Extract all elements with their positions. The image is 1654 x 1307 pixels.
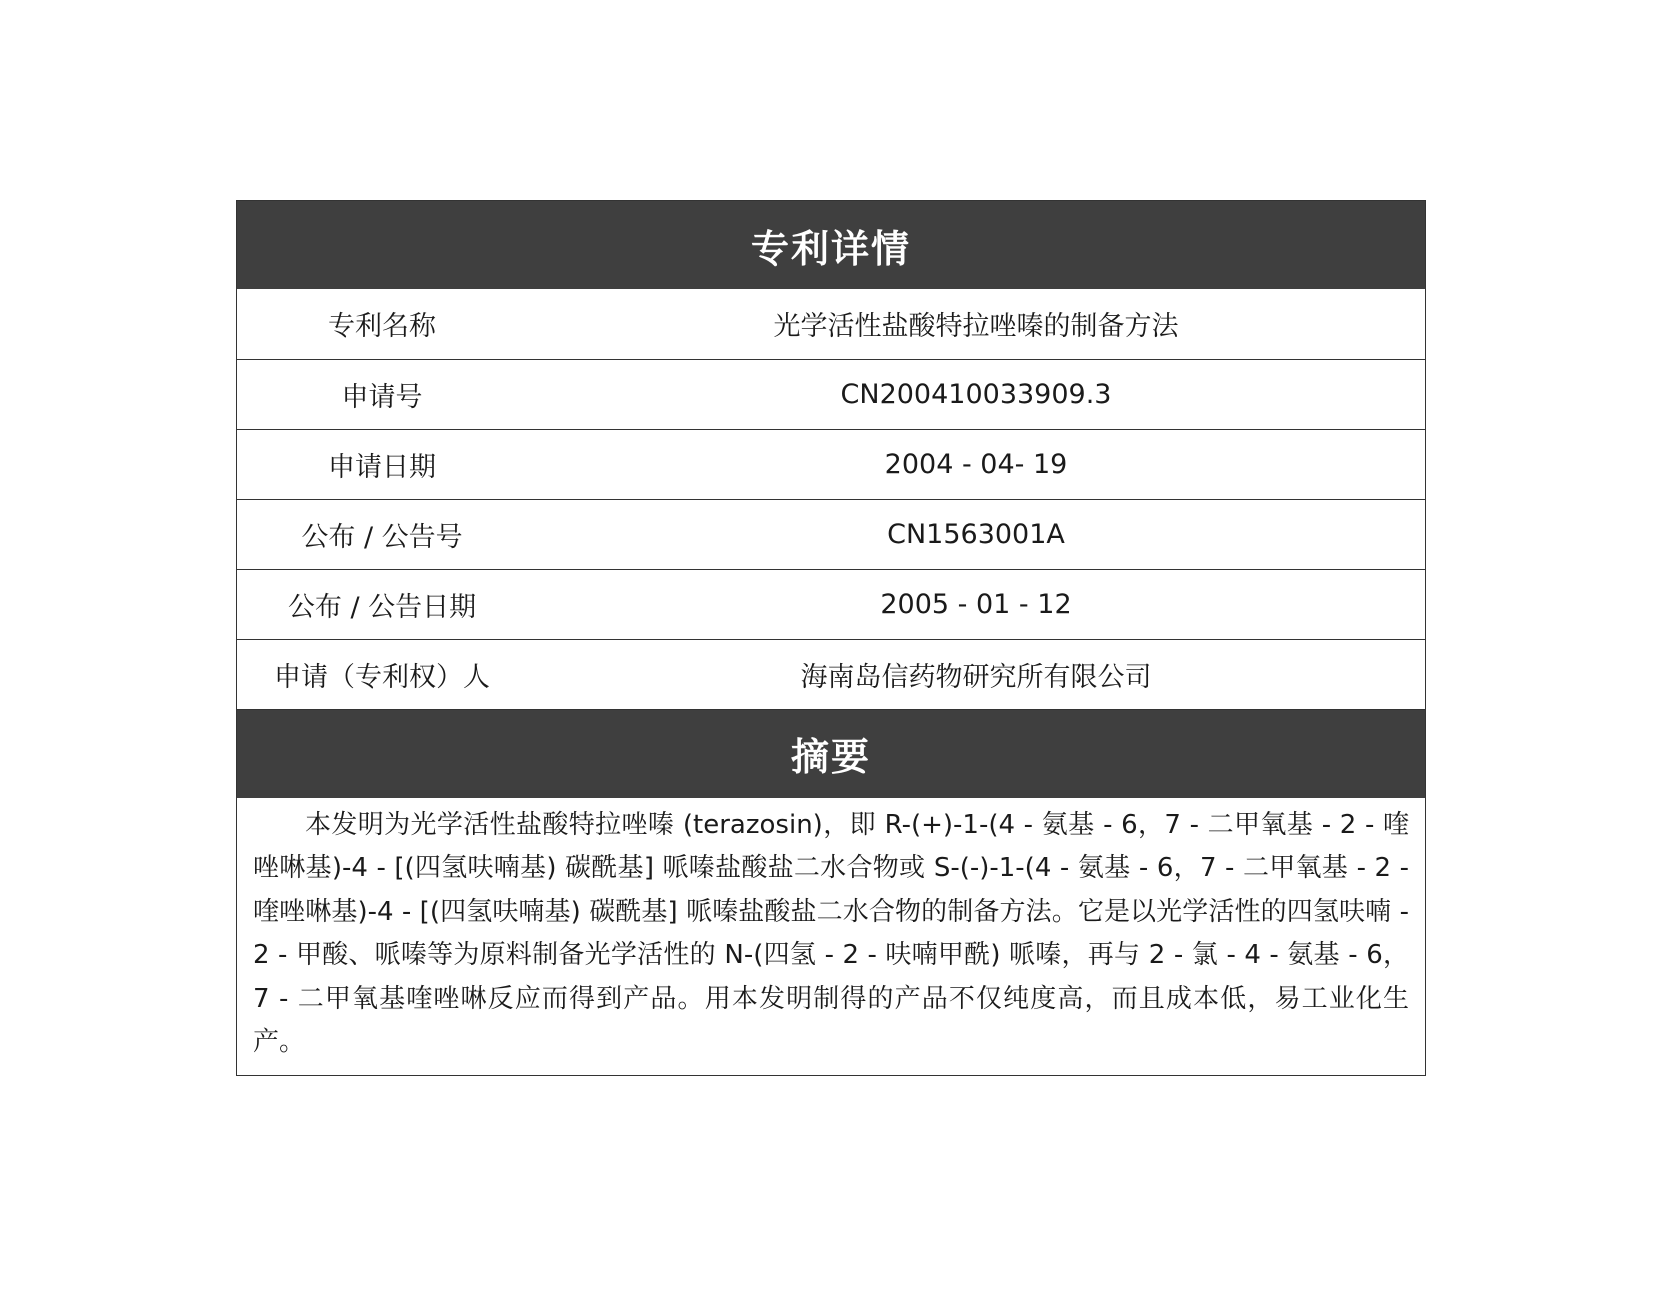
row-label-application-number: 申请号 (237, 359, 527, 429)
details-table (237, 289, 1425, 710)
row-value-application-date: 2004 - 04- 19 (527, 429, 1425, 499)
table-row (237, 639, 1425, 709)
row-value-publication-number: CN1563001A (527, 499, 1425, 569)
details-header: 专利详情 (237, 201, 1425, 289)
row-label-application-date: 申请日期 (237, 429, 527, 499)
table-row (237, 289, 1425, 359)
table-row (237, 499, 1425, 569)
row-label-publication-date: 公布 / 公告日期 (237, 569, 527, 639)
row-label-applicant: 申请（专利权）人 (237, 639, 527, 709)
row-value-patent-name: 光学活性盐酸特拉唑嗪的制备方法 (527, 289, 1425, 359)
row-value-application-number: CN200410033909.3 (527, 359, 1425, 429)
row-value-publication-date: 2005 - 01 - 12 (527, 569, 1425, 639)
table-row (237, 359, 1425, 429)
table-row (237, 429, 1425, 499)
row-label-publication-number: 公布 / 公告号 (237, 499, 527, 569)
abstract-header: 摘要 (237, 710, 1425, 798)
row-label-patent-name: 专利名称 (237, 289, 527, 359)
table-row (237, 569, 1425, 639)
row-value-applicant: 海南岛信药物研究所有限公司 (527, 639, 1425, 709)
abstract-text: 本发明为光学活性盐酸特拉唑嗪 (terazosin)，即 R-(+)-1-(4 - 氨基 - 6，7 - 二甲氧基 - 2 - 喹唑啉基)-4 - [(四氢呋喃基) 碳酰基] 哌嗪盐酸盐二水合物或 S-(-)-1-(4 - 氨基 - 6，7 - 二甲氧基 - 2 - 喹唑啉基)-4 - [(四氢呋喃基) 碳酰基] 哌嗪盐酸盐二水合物的制备方法。它是以光学活性的四氢呋喃 - 2 - 甲酸、哌嗪等为原料制备光学活性的 N-(四氢 - 2 - 呋喃甲酰) 哌嗪，再与 2 - 氯 - 4 - 氨基 - 6，7 - 二甲氧基喹唑啉反应而得到产品。用本发明制得的产品不仅纯度高，而且成本低，易工业化生产。 (253, 809, 1409, 1057)
patent-details-card (236, 200, 1426, 1076)
